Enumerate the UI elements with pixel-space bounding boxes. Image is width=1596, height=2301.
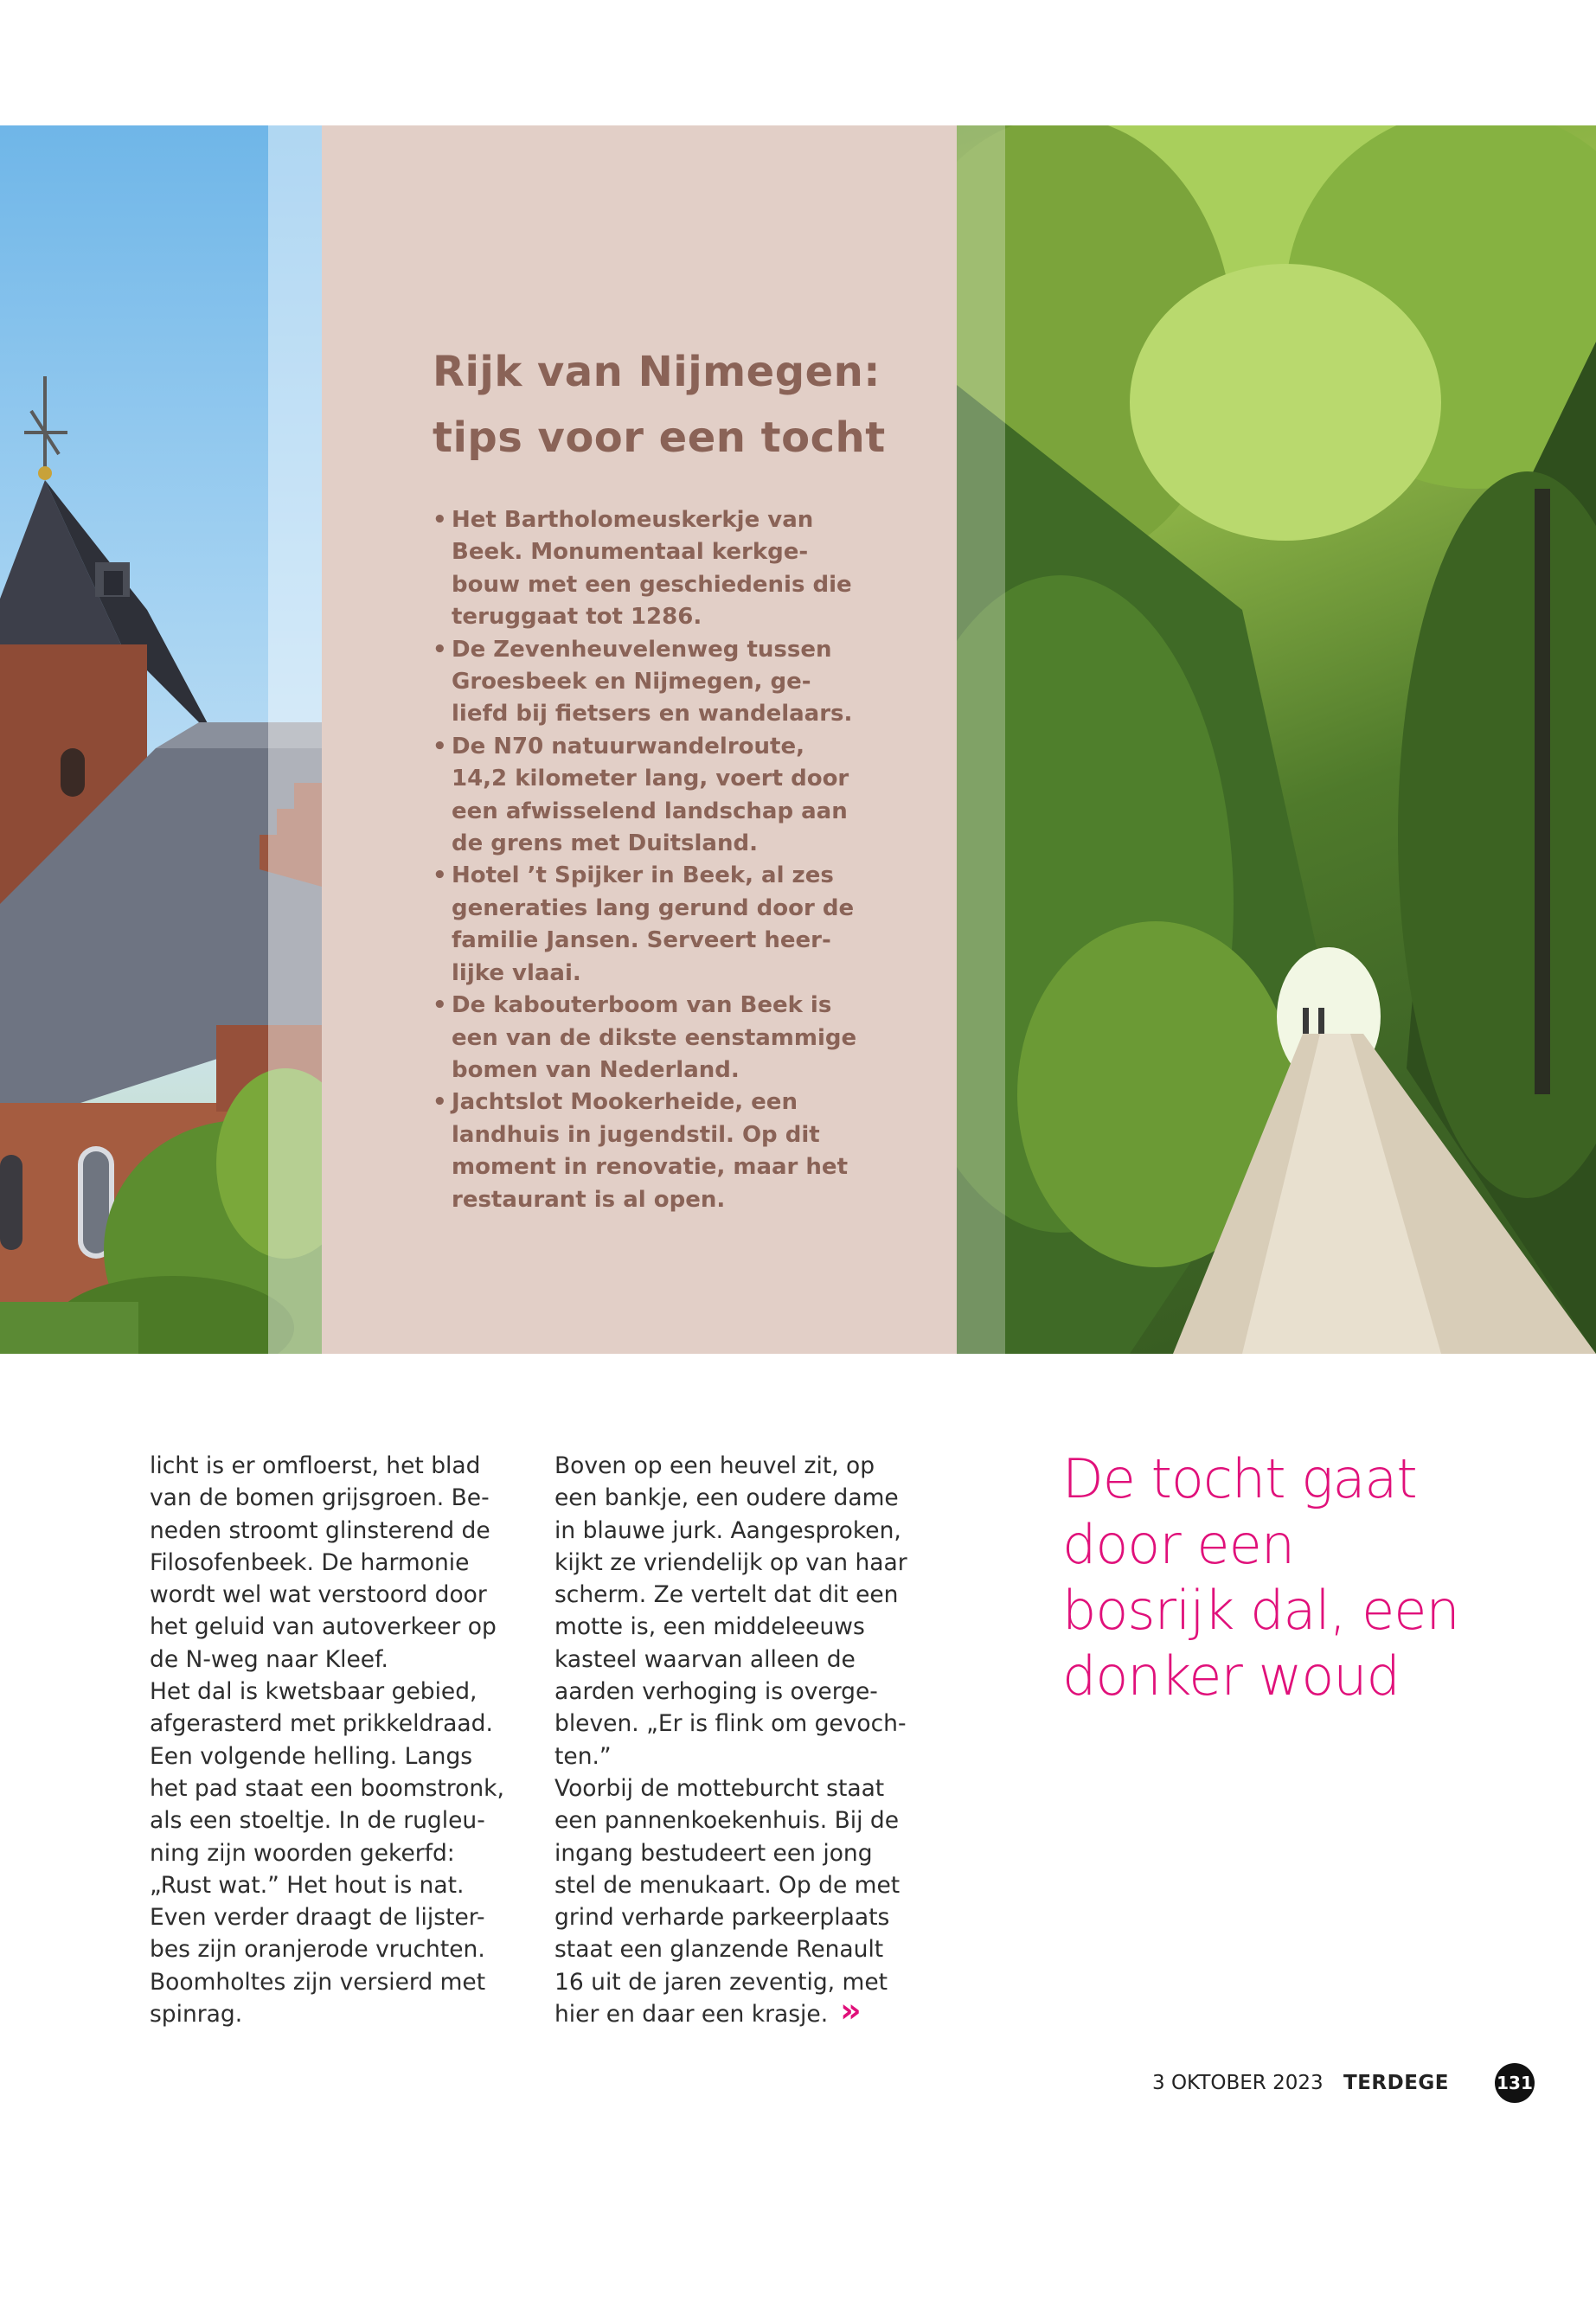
issue-date: 3 OKTOBER 2023 xyxy=(1152,2072,1324,2094)
article-column-2 xyxy=(554,1450,944,2030)
magazine-name: TERDEGE xyxy=(1343,2072,1450,2094)
tip-text: Hotel ’t Spijker in Beek, al zes generaties lang gerund door de familie Jansen. Serveert heer- lijke vlaai. xyxy=(452,862,855,986)
continue-chevron-icon: » xyxy=(840,1991,862,2030)
forest-path-illustration xyxy=(957,125,1596,1354)
tip-item xyxy=(433,504,882,634)
tip-item xyxy=(433,634,882,731)
tip-item xyxy=(433,860,882,990)
page-number-badge: 131 xyxy=(1495,2063,1535,2103)
tip-item xyxy=(433,1086,882,1216)
article-paragraph: licht is er omfloerst, het blad van de bomen grijsgroen. Be- neden stroomt glinsterend de Filosofenbeek. De harmonie wordt wel wat verstoord door het geluid van autoverkeer op de N-weg naar Kleef. Het dal is kwetsbaar gebied, afgerasterd met prikkeldraad. Een volgende helling. Langs het pad staat een boomstronk, als een stoeltje. In de rugleu- ning zijn woorden gekerfd: „Rust wat.” Het hout is nat. Even verder draagt de lijster- bes zijn oranjerode vruchten. Boomholtes zijn versierd met spinrag. xyxy=(150,1452,504,2029)
tip-item xyxy=(433,990,882,1086)
tip-text: Het Bartholomeuskerkje van Beek. Monumentaal kerkge- bouw met een geschiedenis die teruggaat tot 1286. xyxy=(452,507,852,631)
tips-title-line: Rijk van Nijmegen: xyxy=(433,348,881,396)
tip-text: De kabouterboom van Beek is een van de dikste eenstammige bomen van Nederland. xyxy=(452,992,857,1083)
tips-title xyxy=(433,339,917,471)
photo-light-band xyxy=(957,125,1005,1354)
article-column-1 xyxy=(150,1450,539,2030)
church-photo xyxy=(0,125,322,1354)
tip-text: Jachtslot Mookerheide, een landhuis in jugendstil. Op dit moment in renovatie, maar het restaurant is al open. xyxy=(452,1089,848,1213)
cross-icon xyxy=(24,376,67,467)
tip-item xyxy=(433,731,882,861)
tips-title-line: tips voor een tocht xyxy=(433,413,886,462)
forest-path-photo xyxy=(957,125,1596,1354)
tip-text: De N70 natuurwandelroute, 14,2 kilometer lang, voert door een afwisselend landschap aan de grens met Duitsland. xyxy=(452,733,849,857)
tip-text: De Zevenheuvelenweg tussen Groesbeek en Nijmegen, ge- liefd bij fietsers en wandelaars. xyxy=(452,636,853,727)
photo-light-band xyxy=(268,125,322,1354)
article-paragraph xyxy=(554,1450,944,2030)
tips-list xyxy=(433,504,882,1216)
page-footer xyxy=(1142,2066,1540,2100)
article-text: Boven op een heuvel zit, op een bankje, een oudere dame in blauwe jurk. Aangesproken, kijkt ze vriendelijk op van haar scherm. Ze vertelt dat dit een motte is, een middeleeuws kasteel waarvan alleen de aarden verhoging is overge- bleven. „Er is flink om gevoch- ten.” Voorbij de motteburcht staat een pannenkoekenhuis. Bij de ingang bestudeert een jong stel de menukaart. Op de met grind verharde parkeerplaats staat een glanzende Renault 16 uit de jaren zeventig, met hier en daar een krasje. xyxy=(554,1452,907,2029)
pull-quote: De tocht gaat door een bosrijk dal, een donker woud xyxy=(1062,1447,1459,1708)
